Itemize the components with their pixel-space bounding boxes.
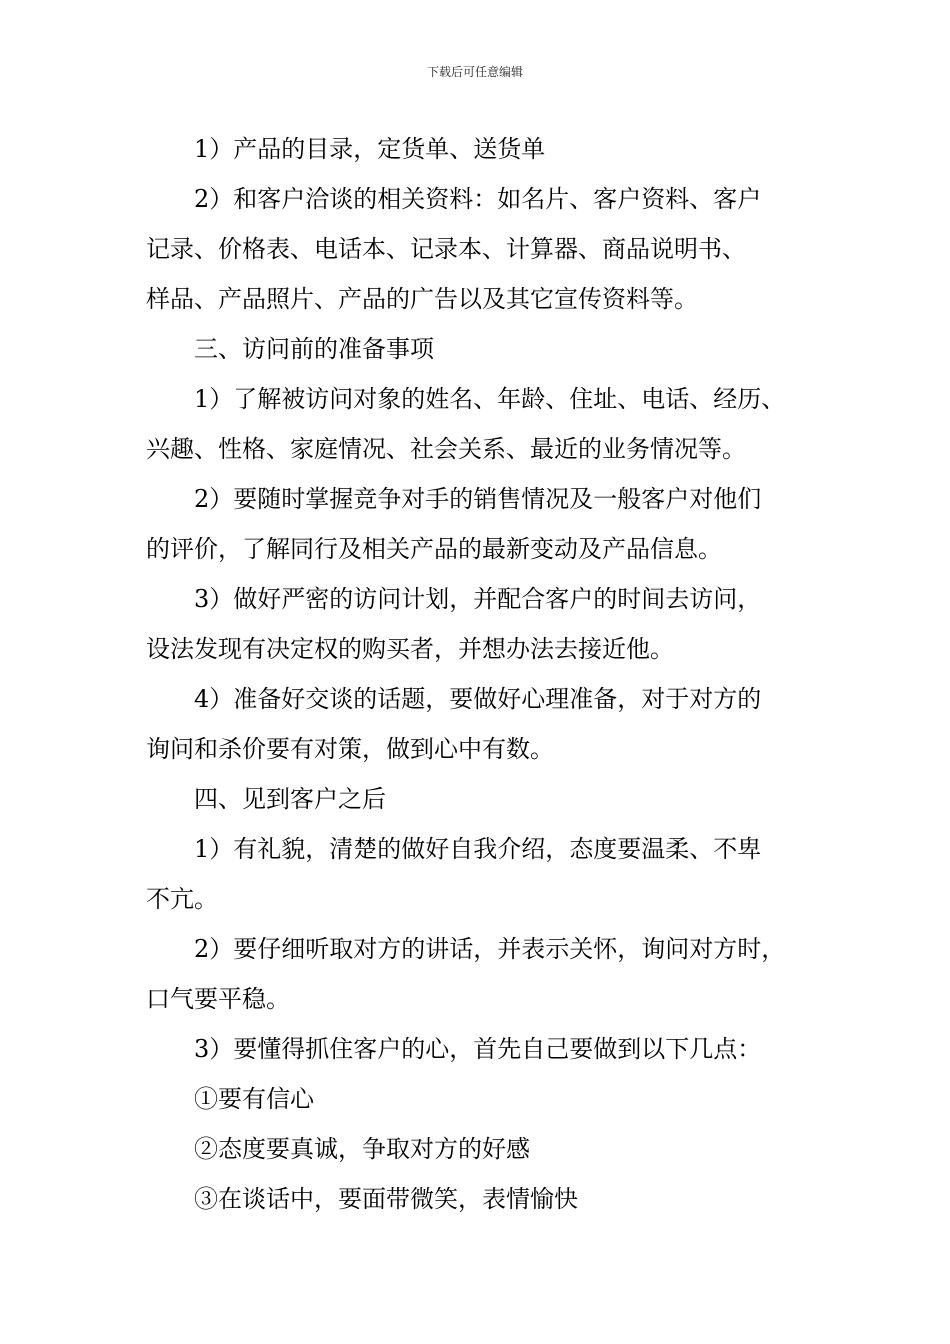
text-line: 兴趣、性格、家庭情况、社会关系、最近的业务情况等。: [146, 435, 746, 463]
text-line: 1）了解被访问对象的姓名、年龄、住址、电话、经历、: [194, 385, 786, 413]
list-item: ③在谈话中，要面带微笑，表情愉快: [194, 1185, 578, 1213]
text-line: 4）准备好交谈的话题，要做好心理准备，对于对方的: [194, 685, 762, 713]
text-line: 2）和客户洽谈的相关资料：如名片、客户资料、客户: [194, 185, 762, 213]
text-line: 记录、价格表、电话本、记录本、计算器、商品说明书、: [146, 235, 746, 263]
text-line: 3）要懂得抓住客户的心，首先自己要做到以下几点：: [194, 1035, 762, 1063]
list-item: ②态度要真诚，争取对方的好感: [194, 1135, 530, 1163]
document-body: [146, 124, 810, 1224]
text-line: 3）做好严密的访问计划，并配合客户的时间去访问，: [194, 585, 762, 613]
text-line: 设法发现有决定权的购买者，并想办法去接近他。: [146, 635, 674, 663]
text-line: 不亢。: [146, 885, 218, 913]
page-header: 下载后可任意编辑: [426, 65, 523, 79]
text-line: 的评价，了解同行及相关产品的最新变动及产品信息。: [146, 535, 722, 563]
section-heading: 三、访问前的准备事项: [194, 335, 434, 363]
section-heading: 四、见到客户之后: [194, 785, 386, 813]
text-line: 样品、产品照片、产品的广告以及其它宣传资料等。: [146, 285, 698, 313]
text-line: 1）产品的目录，定货单、送货单: [194, 135, 546, 163]
text-line: 2）要仔细听取对方的讲话，并表示关怀，询问对方时，: [194, 935, 786, 963]
text-line: 口气要平稳。: [146, 985, 290, 1013]
list-item: ①要有信心: [194, 1085, 314, 1113]
text-line: 询问和杀价要有对策，做到心中有数。: [146, 735, 554, 763]
text-line: 1）有礼貌，清楚的做好自我介绍，态度要温柔、不卑: [194, 835, 762, 863]
text-line: 2）要随时掌握竞争对手的销售情况及一般客户对他们: [194, 485, 762, 513]
